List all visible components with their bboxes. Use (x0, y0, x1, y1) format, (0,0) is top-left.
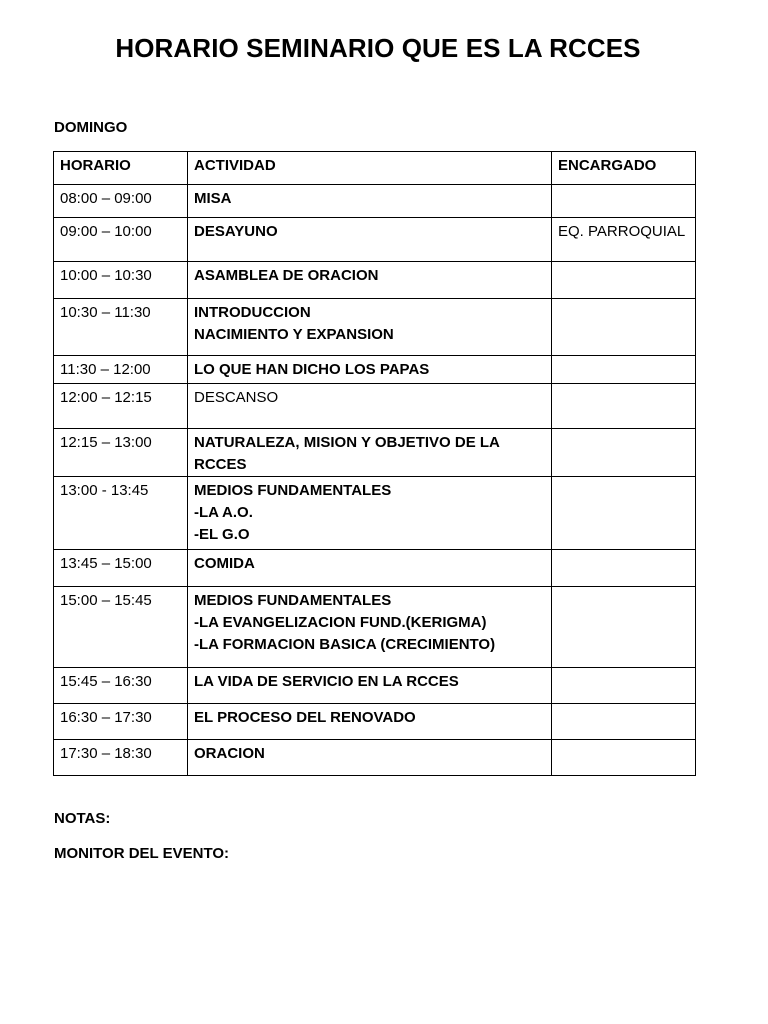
row-in-charge (552, 185, 696, 218)
row-in-charge (552, 668, 696, 704)
row-in-charge (552, 384, 696, 429)
row-activity (188, 740, 552, 776)
row-activity (188, 429, 552, 477)
row-activity (188, 668, 552, 704)
notes-label: NOTAS: (54, 810, 111, 827)
table-row (54, 299, 696, 356)
row-time: 13:00 - 13:45 (54, 477, 188, 550)
table-row (54, 218, 696, 262)
row-in-charge (552, 477, 696, 550)
row-in-charge (552, 740, 696, 776)
activity-line: -LA A.O. (194, 504, 253, 521)
row-time: 12:15 – 13:00 (54, 429, 188, 477)
activity-line: LA VIDA DE SERVICIO EN LA RCCES (194, 673, 459, 690)
row-time: 15:45 – 16:30 (54, 668, 188, 704)
activity-line: -LA EVANGELIZACION FUND.(KERIGMA) (194, 614, 487, 631)
row-in-charge (552, 550, 696, 587)
row-time: 08:00 – 09:00 (54, 185, 188, 218)
row-in-charge (552, 262, 696, 299)
row-activity (188, 550, 552, 587)
table-row (54, 550, 696, 587)
row-in-charge (552, 299, 696, 356)
page-title: HORARIO SEMINARIO QUE ES LA RCCES (115, 33, 641, 63)
table-row (54, 477, 696, 550)
row-activity (188, 299, 552, 356)
table-row (54, 185, 696, 218)
row-time: 15:00 – 15:45 (54, 587, 188, 668)
table-header-row (54, 152, 696, 185)
row-activity (188, 477, 552, 550)
row-activity (188, 356, 552, 384)
activity-line: DESAYUNO (194, 223, 278, 240)
activity-line: NATURALEZA, MISION Y OBJETIVO DE LA RCCES (194, 434, 500, 473)
row-time: 17:30 – 18:30 (54, 740, 188, 776)
activity-line: DESCANSO (194, 389, 279, 406)
monitor-label: MONITOR DEL EVENTO: (54, 845, 230, 862)
row-activity (188, 262, 552, 299)
activity-line: MISA (194, 190, 232, 207)
row-activity (188, 587, 552, 668)
activity-line: COMIDA (194, 555, 255, 572)
table-row (54, 262, 696, 299)
activity-line: NACIMIENTO Y EXPANSION (194, 326, 394, 343)
activity-line: MEDIOS FUNDAMENTALES (194, 482, 392, 499)
header-activity: ACTIVIDAD (188, 152, 552, 185)
row-in-charge: EQ. PARROQUIAL (552, 218, 696, 262)
table-row (54, 704, 696, 740)
activity-line: -EL G.O (194, 526, 250, 543)
row-time: 16:30 – 17:30 (54, 704, 188, 740)
day-label: DOMINGO (54, 119, 128, 136)
schedule-table (53, 151, 696, 776)
table-row (54, 740, 696, 776)
activity-line: LO QUE HAN DICHO LOS PAPAS (194, 361, 430, 378)
table-row (54, 429, 696, 477)
row-activity (188, 384, 552, 429)
activity-line: MEDIOS FUNDAMENTALES (194, 592, 392, 609)
row-time: 09:00 – 10:00 (54, 218, 188, 262)
activity-line: ORACION (194, 745, 265, 762)
row-activity (188, 704, 552, 740)
row-time: 11:30 – 12:00 (54, 356, 188, 384)
table-row (54, 384, 696, 429)
activity-line: ASAMBLEA DE ORACION (194, 267, 379, 284)
activity-line: -LA FORMACION BASICA (CRECIMIENTO) (194, 636, 496, 653)
row-activity (188, 218, 552, 262)
row-in-charge (552, 429, 696, 477)
table-row (54, 587, 696, 668)
header-in-charge: ENCARGADO (552, 152, 696, 185)
row-in-charge (552, 587, 696, 668)
row-time: 13:45 – 15:00 (54, 550, 188, 587)
table-row (54, 356, 696, 384)
row-time: 12:00 – 12:15 (54, 384, 188, 429)
table-row (54, 668, 696, 704)
row-in-charge (552, 704, 696, 740)
row-time: 10:00 – 10:30 (54, 262, 188, 299)
activity-line: INTRODUCCION (194, 304, 311, 321)
row-activity (188, 185, 552, 218)
row-in-charge (552, 356, 696, 384)
activity-line: EL PROCESO DEL RENOVADO (194, 709, 416, 726)
schedule-table-body (54, 152, 696, 776)
row-time: 10:30 – 11:30 (54, 299, 188, 356)
header-time: HORARIO (54, 152, 188, 185)
